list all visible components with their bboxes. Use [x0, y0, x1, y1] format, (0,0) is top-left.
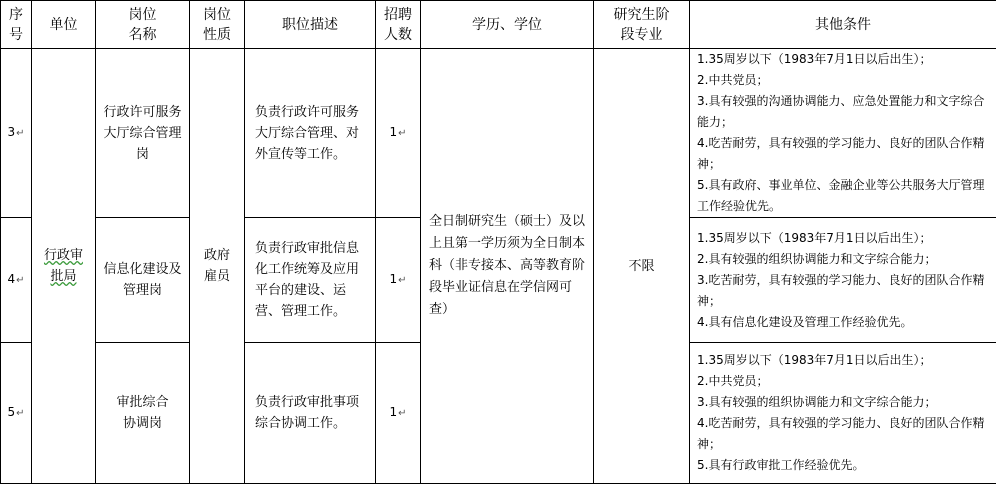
paragraph-mark-icon: ↵ [16, 408, 24, 419]
count-cell [376, 343, 421, 484]
paragraph-mark-icon: ↵ [398, 275, 406, 286]
header-unit [32, 1, 96, 49]
header-description-text: 职位描述 [282, 17, 338, 33]
header-unit-text: 单位 [50, 17, 78, 33]
header-major-text: 研究生阶段专业 [610, 5, 674, 45]
post-name-cell [96, 218, 190, 343]
nature-cell [190, 49, 245, 484]
table-row [1, 49, 996, 218]
post-name-cell [96, 49, 190, 218]
description-value: 负责行政许可服务大厅综合管理、对外宣传等工作。 [255, 105, 359, 162]
header-education-text: 学历、学位 [472, 17, 542, 33]
requirement-line: 1.35周岁以下（1983年7月1日以后出生）； [697, 350, 994, 371]
description-value: 负责行政审批信息化工作统筹及应用平台的建设、运营、管理工作。 [255, 241, 359, 319]
unit-cell [32, 49, 96, 484]
header-post-name-text: 岗位名称 [126, 5, 160, 45]
requirements-cell [690, 218, 996, 343]
requirement-line: 3.吃苦耐劳，具有较强的学习能力、良好的团队合作精神； [697, 270, 994, 312]
requirement-line: 5.具有政府、事业单位、金融企业等公共服务大厅管理工作经验优先。 [697, 175, 994, 217]
requirement-line: 5.具有行政审批工作经验优先。 [697, 455, 994, 476]
header-seq-text: 序号 [8, 5, 24, 45]
requirement-line: 4.具有信息化建设及管理工作经验优先。 [697, 312, 994, 333]
requirements-cell [690, 343, 996, 484]
header-seq [1, 1, 32, 49]
post-name-value: 行政许可服务大厅综合管理岗 [103, 102, 183, 165]
header-other-text: 其他条件 [815, 17, 871, 33]
post-name-value: 信息化建设及管理岗 [103, 259, 183, 301]
seq-value: 3 [7, 125, 15, 139]
count-cell [376, 218, 421, 343]
requirement-line: 2.中共党员； [697, 371, 994, 392]
description-cell [245, 343, 376, 484]
header-post-name [96, 1, 190, 49]
count-value: 1 [389, 405, 397, 419]
requirements-cell [690, 49, 996, 218]
header-major [594, 1, 690, 49]
description-cell [245, 218, 376, 343]
header-other [690, 1, 996, 49]
seq-cell [1, 49, 32, 218]
nature-value: 政府雇员 [202, 245, 232, 287]
description-value: 负责行政审批事项综合协调工作。 [255, 395, 359, 431]
unit-value: 行政审批局 [44, 245, 84, 287]
seq-cell [1, 343, 32, 484]
paragraph-mark-icon: ↵ [398, 408, 406, 419]
requirement-line: 3.具有较强的组织协调能力和文字综合能力； [697, 392, 994, 413]
requirement-line: 2.具有较强的组织协调能力和文字综合能力； [697, 249, 994, 270]
major-cell [594, 49, 690, 484]
header-post-nature [190, 1, 245, 49]
requirement-line: 4.吃苦耐劳，具有较强的学习能力、良好的团队合作精神； [697, 133, 994, 175]
header-post-nature-text: 岗位性质 [200, 5, 234, 45]
count-value: 1 [389, 272, 397, 286]
count-cell [376, 49, 421, 218]
header-row [1, 1, 996, 49]
paragraph-mark-icon: ↵ [398, 128, 406, 139]
requirement-line: 2.中共党员； [697, 70, 994, 91]
count-value: 1 [389, 125, 397, 139]
seq-value: 4 [7, 272, 15, 286]
header-description [245, 1, 376, 49]
education-value: 全日制研究生（硕士）及以上且第一学历须为全日制本科（非专接本、高等教育阶段毕业证信息在学信网可查） [429, 211, 585, 321]
post-name-value: 审批综合协调岗 [111, 392, 175, 434]
header-count-text: 招聘人数 [382, 5, 414, 45]
description-cell [245, 49, 376, 218]
education-cell [421, 49, 594, 484]
header-count [376, 1, 421, 49]
paragraph-mark-icon: ↵ [16, 128, 24, 139]
header-education [421, 1, 594, 49]
seq-cell [1, 218, 32, 343]
post-name-cell [96, 343, 190, 484]
requirement-line: 1.35周岁以下（1983年7月1日以后出生）； [697, 49, 994, 70]
requirement-line: 1.35周岁以下（1983年7月1日以后出生）； [697, 228, 994, 249]
seq-value: 5 [7, 405, 15, 419]
requirement-line: 4.吃苦耐劳，具有较强的学习能力、良好的团队合作精神； [697, 413, 994, 455]
paragraph-mark-icon: ↵ [16, 275, 24, 286]
requirement-line: 3.具有较强的沟通协调能力、应急处置能力和文字综合能力； [697, 91, 994, 133]
major-value: 不限 [628, 259, 654, 274]
